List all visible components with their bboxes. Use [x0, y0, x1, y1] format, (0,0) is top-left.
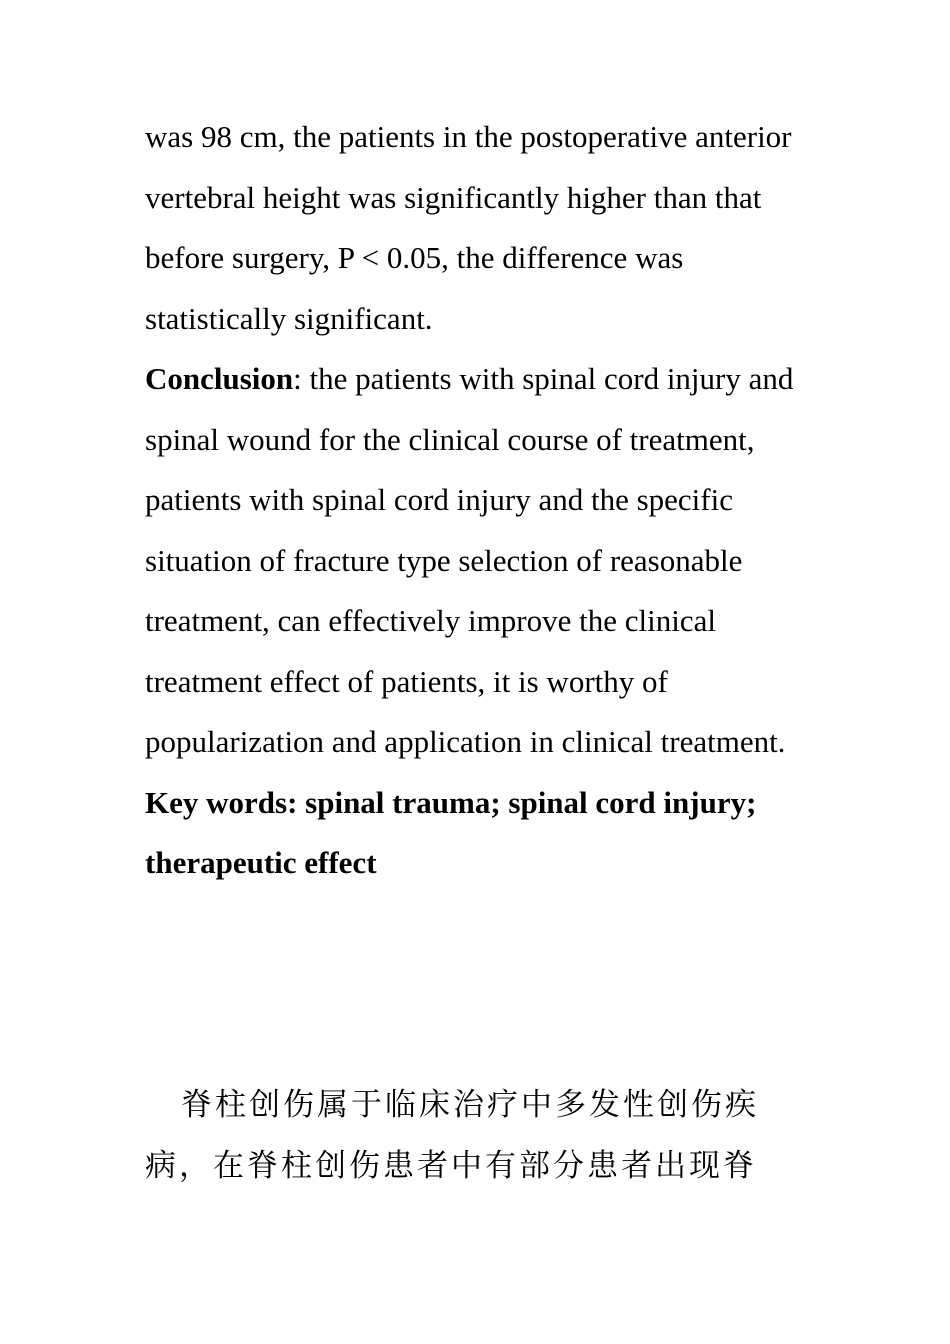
conclusion-label: Conclusion — [145, 361, 294, 396]
chinese-paragraph: 脊柱创伤属于临床治疗中多发性创伤疾病，在脊柱创伤患者中有部分患者出现脊 — [145, 1087, 759, 1184]
keywords-line: Key words: spinal trauma; spinal cord injury; therapeutic effect — [145, 784, 757, 880]
conclusion-text: : the patients with spinal cord injury and spinal wound for the clinical course of treatment, patients with spinal cord injury and the specific situation of fracture type selection of reasonable treatment, can effectively improve the clinical treatment effect of patients, it is worthy of popularization and application in clinical treatment. — [145, 361, 794, 759]
conclusion-paragraph — [145, 349, 825, 773]
abstract-body — [145, 107, 825, 894]
chinese-body — [145, 1075, 785, 1197]
results-paragraph: was 98 cm, the patients in the postoperative anterior vertebral height was significantly higher than that before surgery, P < 0.05, the difference was statistically significant. — [145, 119, 792, 336]
